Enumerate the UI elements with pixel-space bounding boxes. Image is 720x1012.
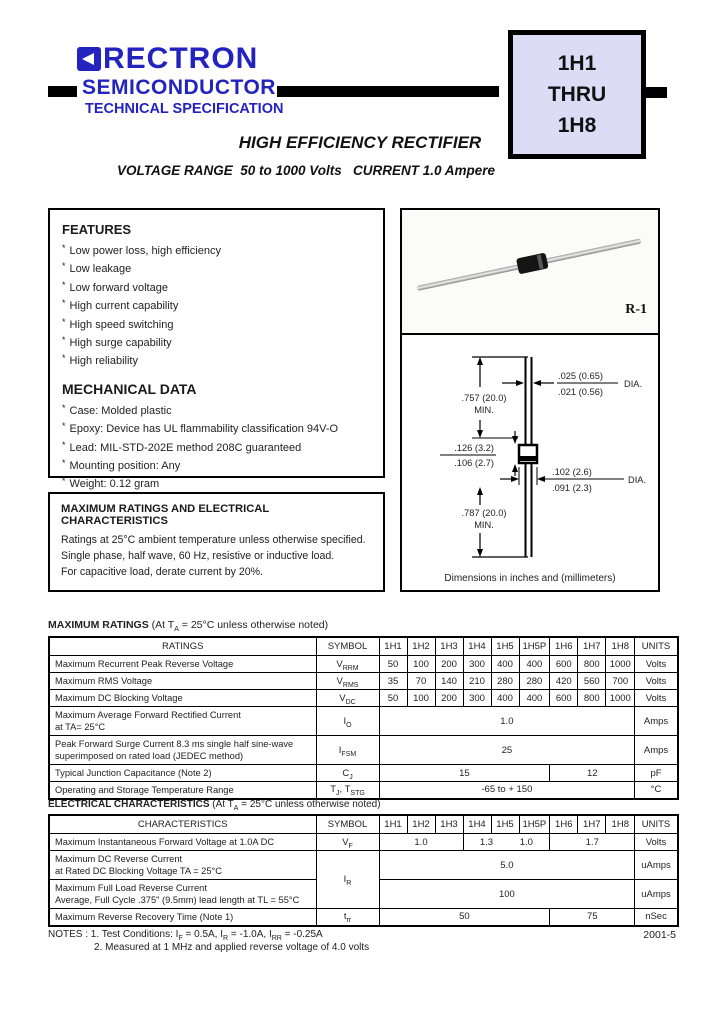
value-cell: 210 [463,673,491,690]
symbol-cell: $C_J$ [316,765,379,782]
units-cell: nSec [635,909,678,926]
column-header: UNITS [635,637,678,656]
value-cell: 200 [435,690,463,707]
ratings-note-box [48,492,385,592]
header-rule-right [644,87,667,98]
row-label-cell: Peak Forward Surge Current 8.3 ms single half sine-wave superimposed on rated load (JEDEC method) [49,736,316,765]
value-cell: 700 [606,673,635,690]
feature-item: * Low leakage [62,261,132,276]
part-number-last: 1H8 [557,113,597,137]
mechanical-item: * Mounting position: Any [62,458,181,473]
units-cell: pF [635,765,678,782]
ratings-note-line: For capacitive load, derate current by 20%. [61,566,263,578]
body-dia-min-label: .091 (2.3) [552,483,592,493]
diode-body-graphic [516,253,549,275]
table-row [49,707,678,736]
mechanical-list [62,401,371,493]
column-header: 1H4 [463,815,491,834]
ratings-note-lines [61,532,372,580]
value-cell: 1.7 [550,834,635,851]
value-cell: 400 [491,690,519,707]
lead-length-bottom-min: MIN. [474,520,494,530]
column-header: UNITS [635,815,678,834]
data-table [48,636,679,800]
page-subtitle: VOLTAGE RANGE 50 to 1000 Volts CURRENT 1.0 Ampere [116,163,496,178]
row-label-cell: Operating and Storage Temperature Range [49,782,316,799]
lead-dia-min-label: .021 (0.56) [558,387,603,397]
feature-item: * Low forward voltage [62,279,168,294]
symbol-cell: $V_{RRM}$ [316,656,379,673]
value-cell: 400 [519,690,550,707]
column-header: 1H6 [550,815,578,834]
row-label-cell: Typical Junction Capacitance (Note 2) [49,765,316,782]
value-cell: 50 [379,656,407,673]
value-cell: 25 [379,736,635,765]
column-header: 1H5P [519,637,550,656]
notes-line-1: NOTES : 1. Test Conditions: $I_F = 0.5A$, $I_R = -1.0A$, $I_{RR} = -0.25A$ [48,929,323,942]
column-header: 1H6 [550,637,578,656]
value-cell: 15 [379,765,550,782]
doc-code: 2001-5 [643,929,676,941]
column-header: SYMBOL [316,815,379,834]
column-header: SYMBOL [316,637,379,656]
part-number-thru: THRU [547,82,607,106]
feature-item: * High reliability [62,353,138,368]
table-row [49,656,678,673]
value-cell: 70 [407,673,435,690]
column-header: 1H5 [491,637,519,656]
value-cell: 1000 [606,656,635,673]
value-cell: 1000 [606,690,635,707]
value-cell: 300 [463,656,491,673]
mechanical-item: * Weight: 0.12 gram [62,476,160,491]
body-length-max-label: .126 (3.2) [454,443,494,453]
row-label-cell: Maximum Average Forward Rectified Current at TA= 25°C [49,707,316,736]
symbol-cell: $V_{DC}$ [316,690,379,707]
row-label-cell: Maximum Recurrent Peak Reverse Voltage [49,656,316,673]
lead-length-top-label: .757 (20.0) [461,393,507,403]
package-name-label: R-1 [625,302,647,317]
bullet-icon: * [62,402,66,413]
package-figure-box [400,208,660,592]
units-cell: Amps [635,736,678,765]
lead-length-bottom-label: .787 (20.0) [461,508,507,518]
bullet-icon: * [62,243,66,253]
value-cell: 400 [491,656,519,673]
elec-characteristics-heading: ELECTRICAL CHARACTERISTICS (At $T_A = 25^\circ C$ unless otherwise noted) [48,799,381,812]
value-cell: 50 [379,909,550,926]
value-cell: 75 [550,909,635,926]
column-header: 1H1 [379,637,407,656]
units-cell: Amps [635,707,678,736]
symbol-cell: $I_{FSM}$ [316,736,379,765]
value-cell: 1.3 1.0 [463,834,550,851]
symbol-cell: $I_O$ [316,707,379,736]
page-title: HIGH EFFICIENCY RECTIFIER [238,133,482,152]
row-label-cell: Maximum DC Reverse Current at Rated DC Blocking Voltage TA = 25°C [49,851,316,880]
units-cell: uAmps [635,851,678,880]
value-cell: 5.0 [379,851,635,880]
units-cell: uAmps [635,880,678,909]
row-label-cell: Maximum RMS Voltage [49,673,316,690]
rectron-logo-icon [77,47,101,71]
units-cell: °C [635,782,678,799]
bullet-icon: * [62,476,66,487]
max-ratings-table [48,636,679,800]
column-header: 1H7 [578,637,606,656]
bullet-icon: * [62,261,66,272]
lead-dia-max-label: .025 (0.65) [558,371,603,381]
notes-line-2: 2. Measured at 1 MHz and applied reverse voltage of 4.0 volts [94,942,370,953]
column-header: 1H1 [379,815,407,834]
value-cell: 600 [550,690,578,707]
table-row [49,736,678,765]
table-row [49,782,678,799]
symbol-cell: $V_F$ [316,834,379,851]
lead-dia-units-label: DIA. [624,379,643,389]
brand-tagline: TECHNICAL SPECIFICATION [85,101,284,117]
brand-division: SEMICONDUCTOR [82,76,276,99]
body-dia-max-label: .102 (2.6) [552,467,592,477]
column-header: 1H5 [491,815,519,834]
bullet-icon: * [62,353,66,364]
column-header: 1H4 [463,637,491,656]
diode-photo [402,210,658,335]
column-header: RATINGS [49,637,316,656]
bullet-icon: * [62,298,66,309]
column-header: 1H8 [606,815,635,834]
features-heading: FEATURES [62,222,132,237]
table-row [49,834,678,851]
mechanical-item: * Epoxy: Device has UL flammability classification 94V-O [62,421,339,436]
drawing-caption: Dimensions in inches and (millimeters) [444,573,616,584]
part-number-first: 1H1 [557,51,597,75]
value-cell: 600 [550,656,578,673]
column-header: 1H8 [606,637,635,656]
value-cell: 300 [463,690,491,707]
bullet-icon: * [62,316,66,327]
ratings-note-line: Single phase, half wave, 60 Hz, resistive or inductive load. [61,550,335,562]
body-length-min-label: .106 (2.7) [454,458,494,468]
value-cell: 800 [578,656,606,673]
feature-item: * High surge capability [62,335,172,350]
features-list [62,241,371,370]
feature-item: * High current capability [62,298,179,313]
symbol-cell: $t_{rr}$ [316,909,379,926]
ratings-note-heading: MAXIMUM RATINGS AND ELECTRICAL CHARACTERISTICS [61,503,269,527]
units-cell: Volts [635,834,678,851]
bullet-icon: * [62,421,66,432]
row-label-cell: Maximum Instantaneous Forward Voltage at 1.0A DC [49,834,316,851]
column-header: CHARACTERISTICS [49,815,316,834]
arrow-left-icon [82,53,94,65]
column-header: 1H3 [435,815,463,834]
bullet-icon: * [62,279,66,290]
table-row [49,690,678,707]
header-rule-mid [277,86,499,97]
table-row [49,851,678,880]
table-row [49,765,678,782]
value-cell: 800 [578,690,606,707]
row-label-cell: Maximum DC Blocking Voltage [49,690,316,707]
max-ratings-heading: MAXIMUM RATINGS (At $T_A = 25^\circ C$ unless otherwise noted) [48,619,329,634]
units-cell: Volts [635,690,678,707]
symbol-cell: $T_J$, $T_{STG}$ [316,782,379,799]
value-cell: 100 [379,880,635,909]
value-cell: 50 [379,690,407,707]
value-cell: 280 [519,673,550,690]
value-cell: 280 [491,673,519,690]
brand-name: RECTRON [103,42,259,75]
value-cell: 100 [407,656,435,673]
cathode-band-graphic [537,255,544,270]
value-cell: 560 [578,673,606,690]
mechanical-heading: MECHANICAL DATA [62,380,197,397]
value-cell: 35 [379,673,407,690]
column-header: 1H2 [407,637,435,656]
mechanical-item: * Lead: MIL-STD-202E method 208C guaranteed [62,439,302,454]
data-table [48,814,679,927]
body-dia-units-label: DIA. [628,475,647,485]
units-cell: Volts [635,656,678,673]
table-row [49,909,678,926]
column-header: 1H3 [435,637,463,656]
value-cell: 400 [519,656,550,673]
mechanical-item: * Case: Molded plastic [62,402,172,417]
bullet-icon: * [62,458,66,469]
value-cell: 420 [550,673,578,690]
diode-lead-graphic [416,238,641,291]
symbol-cell: $V_{RMS}$ [316,673,379,690]
row-label-cell: Maximum Reverse Recovery Time (Note 1) [49,909,316,926]
value-cell: 12 [550,765,635,782]
value-cell: 1.0 [379,707,635,736]
bullet-icon: * [62,439,66,450]
row-label-cell: Maximum Full Load Reverse Current Average, Full Cycle .375" (9.5mm) lead length at TL = 55°C [49,880,316,909]
ratings-note-line: Ratings at 25°C ambient temperature unless otherwise specified. [61,534,366,546]
features-box [48,208,385,491]
feature-item: * High speed switching [62,316,174,331]
units-cell: Volts [635,673,678,690]
value-cell: 200 [435,656,463,673]
lead-length-top-min: MIN. [474,405,494,415]
symbol-cell: $I_R$ [316,851,379,909]
value-cell: 140 [435,673,463,690]
elec-characteristics-table [48,814,679,927]
column-header: 1H5P [519,815,550,834]
feature-item: * Low power loss, high efficiency [62,243,221,257]
dimension-drawing [402,335,658,563]
value-cell: -65 to + 150 [379,782,635,799]
column-header: 1H2 [407,815,435,834]
value-cell: 100 [407,690,435,707]
bullet-icon: * [62,335,66,346]
value-cell: 1.0 [379,834,463,851]
table-row [49,673,678,690]
header-rule-left [48,86,77,97]
column-header: 1H7 [578,815,606,834]
